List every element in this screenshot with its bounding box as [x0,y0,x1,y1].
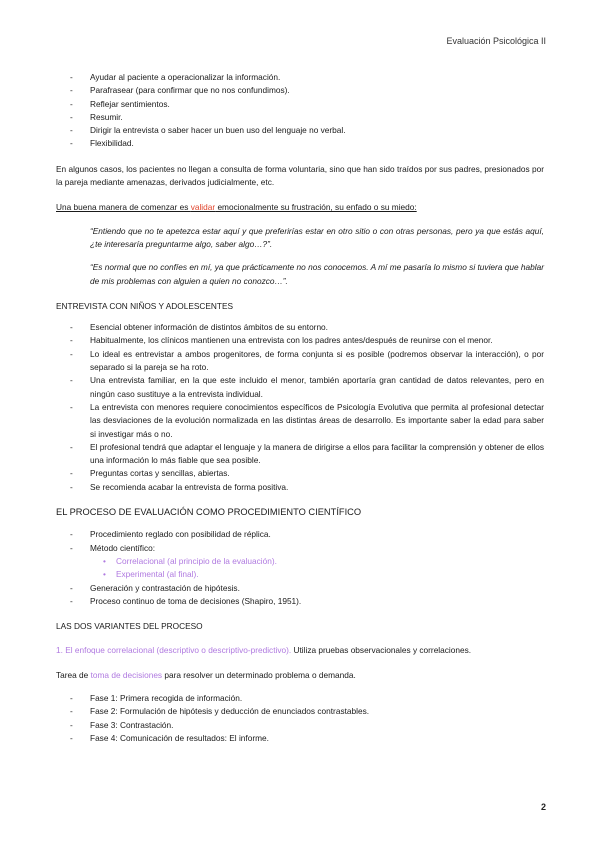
validar-before: Una buena manera de comenzar es [56,202,191,213]
list-item: - Fase 2: Formulación de hipótesis y deducción de enunciados contrastables. [56,705,544,718]
tarea-after: para resolver un determinado problema o demanda. [162,669,356,680]
proceso-list-cont [56,582,544,609]
tarea-line [56,669,544,682]
list-item: - Esencial obtener información de distintos ámbitos de su entorno. [56,321,544,334]
list-item: - Fase 4: Comunicación de resultados: El informe. [56,732,544,745]
list-item: - Parafrasear (para confirmar que no nos confundimos). [56,84,544,97]
list-item: - Fase 3: Contrastación. [56,719,544,732]
enfoque-line [56,644,544,657]
page-header: Evaluación Psicológica II [446,36,546,46]
fases-list [56,692,544,745]
list-item: - Una entrevista familiar, en la que este incluido el menor, también aportaría gran cantidad de datos relevantes, pero en ningún caso sustituye a la entrevista individual. [56,374,544,401]
enfoque-colored: 1. El enfoque correlacional (descriptivo o descriptivo-predictivo). [56,645,292,656]
page-content [56,71,544,745]
validar-after: emocionalmente su frustración, su enfado o su miedo: [215,202,417,213]
list-item: - La entrevista con menores requiere conocimientos específicos de Psicología Evolutiva que permita al profesional detectar las desviaciones de la evolución normalizada en las distintas áreas de desarrollo. Es importante saber la edad para saber si investigar más o no. [56,401,544,441]
list-item: - Generación y contrastación de hipótesis. [56,582,544,595]
section-heading: EL PROCESO DE EVALUACIÓN COMO PROCEDIMIENTO CIENTÍFICO [56,507,362,518]
quote: “Entiendo que no te apetezca estar aquí y que preferirías estar en otro sitio o con otras personas, pero ya que estás aquí, ¿te interesaría preguntarme algo, saber algo…?”. [90,225,544,249]
skills-list [56,71,544,151]
tarea-before: Tarea de [56,669,91,680]
list-item: - Procedimiento reglado con posibilidad de réplica. [56,528,544,541]
list-item: - Ayudar al paciente a operacionalizar la información. [56,71,544,84]
list-item: - Resumir. [56,111,544,124]
section-heading: ENTREVISTA CON NIÑOS Y ADOLESCENTES [56,300,234,311]
list-item: - Flexibilidad. [56,137,544,150]
paragraph: En algunos casos, los pacientes no llegan a consulta de forma voluntaria, sino que han sido traídos por sus padres, presionados por la pareja mediante amenazas, derivados judicialmente, etc. [56,163,544,188]
list-item: - Reflejar sentimientos. [56,98,544,111]
enfoque-rest: Utiliza pruebas observacionales y correlaciones. [291,645,472,656]
validar-highlight: validar [190,202,216,213]
sub-list-item: • Experimental (al final). [56,568,544,581]
list-item: - Preguntas cortas y sencillas, abiertas. [56,467,544,480]
list-item: - El profesional tendrá que adaptar el lenguaje y la manera de dirigirse a ellos para facilitar la comprensión y obtener de ellos una información lo más fiable que sea posible. [56,441,544,468]
page-number: 2 [540,802,546,812]
list-item: - Lo ideal es entrevistar a ambos progenitores, de forma conjunta si es posible (podremos observar la interacción), o por separado si la pareja se ha roto. [56,348,544,375]
section-heading: LAS DOS VARIANTES DEL PROCESO [56,621,203,632]
ninos-list [56,321,544,494]
metodo-sublist [56,555,544,582]
list-item: - Fase 1: Primera recogida de información. [56,692,544,705]
list-item: - Método científico: [56,542,544,555]
list-item: - Se recomienda acabar la entrevista de forma positiva. [56,481,544,494]
list-item: - Habitualmente, los clínicos mantienen una entrevista con los padres antes/después de reunirse con el menor. [56,334,544,347]
validar-line [56,201,544,214]
list-item: - Dirigir la entrevista o saber hacer un buen uso del lenguaje no verbal. [56,124,544,137]
quote: “Es normal que no confíes en mí, ya que prácticamente no nos conocemos. A mí me pasaría lo mismo si tuviera que hablar de mis problemas con alguien a quien no conozco…”. [90,262,544,286]
list-item: - Proceso continuo de toma de decisiones (Shapiro, 1951). [56,595,544,608]
tarea-colored: toma de decisiones [90,669,163,680]
proceso-list [56,528,544,555]
sub-list-item: • Correlacional (al principio de la evaluación). [56,555,544,568]
